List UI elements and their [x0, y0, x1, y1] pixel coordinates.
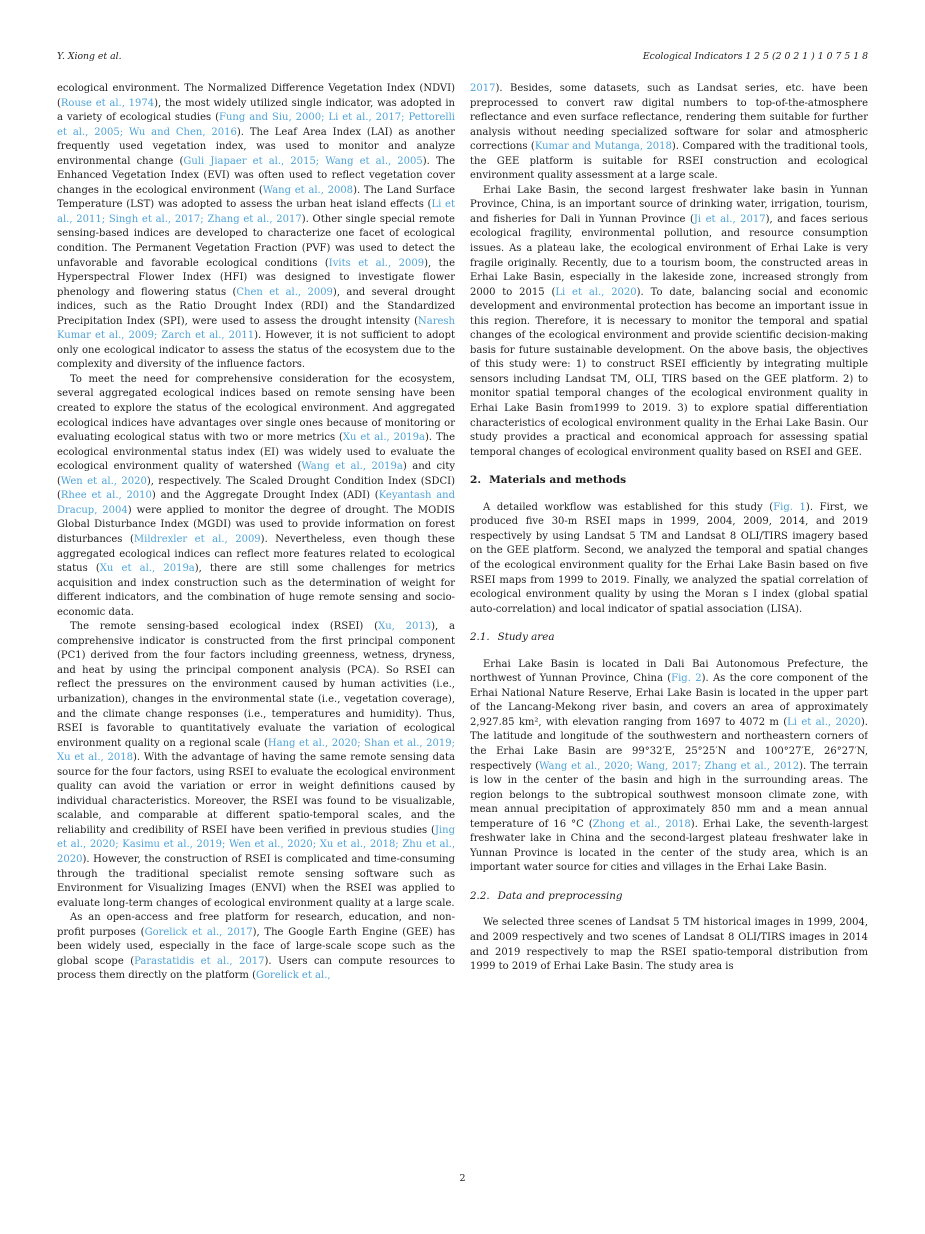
article-body — [57, 82, 868, 1164]
citation-link[interactable]: Mildrexler et al., 2009 — [133, 533, 261, 545]
citation-link[interactable]: Gorelick et al., — [255, 970, 331, 982]
citation-link[interactable]: Xu et al., 2019a — [99, 563, 195, 575]
paragraph: To meet the need for comprehensive consideration for the ecosystem, several aggregated ecological indices based on remote sensing have been created to explore the status of the ecological environment. And aggregated ecological indices have advantages over single ones because of monitoring or evaluating ecological status with two or more metrics (Xu et al., 2019a). The ecological environmental status index (EI) was widely used to evaluate the ecological environment quality of watershed (Wang et al., 2019a) and city (Wen et al., 2020), respectively. The Scaled Drought Condition Index (SDCI) (Rhee et al., 2010) and the Aggregate Drought Index (ADI) (Keyantash and Dracup, 2004) were applied to monitor the degree of drought. The MODIS Global Disturbance Index (MGDI) was used to provide information on forest disturbances (Mildrexler et al., 2009). Nevertheless, even though these aggregated ecological indices can reflect more features related to ecological status (Xu et al., 2019a), there are still some challenges for metrics acquisition and index construction such as the determination of weight for different indicators, and the combination of huge remote sensing and socio-economic data. — [57, 373, 455, 618]
journal-citation: Ecological Indicators 1 2 5 (2 0 2 1 ) 1 0 7 5 1 8 — [642, 51, 868, 62]
section-heading: 2. Materials and methods — [470, 474, 627, 487]
citation-link[interactable]: Fig. 2 — [671, 673, 702, 685]
right-column — [470, 82, 868, 1164]
left-column — [57, 82, 455, 1164]
citation-link[interactable]: Keyantash and Dracup, 2004 — [57, 490, 455, 516]
citation-link[interactable]: Li et al., 2020 — [555, 286, 637, 298]
citation-link[interactable]: Ivits et al., 2009 — [328, 257, 425, 269]
citation-link[interactable]: Naresh Kumar et al., 2009; Zarch et al., 2011 — [57, 315, 455, 342]
paragraph: ecological environment. The Normalized Difference Vegetation Index (NDVI) (Rouse et al., 1974), the most widely utilized single indicator, was adopted in a variety of ecological studies (Fung and Siu, 2000; Li et al., 2017; Pettorelli et al., 2005; Wu and Chen, 2016). The Leaf Area Index (LAI) as another frequently used vegetation index, was used to monitor and analyze environmental change (Guli Jiapaer et al., 2015; Wang et al., 2005). The Enhanced Vegetation Index (EVI) was often used to reflect vegetation cover changes in the ecological environment (Wang et al., 2008). The Land Surface Temperature (LST) was adopted to assess the urban heat island effects (Li et al., 2011; Singh et al., 2017; Zhang et al., 2017). Other single special remote sensing-based indices are developed to characterize one facet of ecological condition. The Permanent Vegetation Fraction (PVF) was used to detect the unfavorable and favorable ecological conditions (Ivits et al., 2009), the Hyperspectral Flower Index (HFI) was designed to investigate flower phenology and flowering status (Chen et al., 2009), and several drought indices, such as the Ratio Drought Index (RDI) and the Standardized Precipitation Index (SPI), were used to assess the drought intensity (Naresh Kumar et al., 2009; Zarch et al., 2011). However, it is not sufficient to adopt only one ecological indicator to assess the status of the ecosystem due to the complexity and diversity of the influence factors. — [57, 83, 455, 371]
running-header — [57, 51, 868, 62]
subsection-heading: 2.2. Data and preprocessing — [470, 889, 623, 902]
running-author: Y. Xiong et al. — [57, 51, 122, 62]
paragraph: As an open-access and free platform for research, education, and non-profit purposes (Gorelick et al., 2017), The Google Earth Engine (GEE) has been widely used, especially in the face of large-scale scope such as the global scope (Parastatidis et al., 2017). Users can compute resources to process them directly on the platform (Gorelick et al., — [57, 912, 455, 982]
citation-link[interactable]: Wen et al., 2020 — [60, 475, 147, 487]
citation-link[interactable]: Xu, 2013 — [378, 621, 432, 633]
citation-link[interactable]: Guli Jiapaer et al., 2015; Wang et al., 2005 — [183, 155, 423, 167]
citation-link[interactable]: Wang et al., 2020; Wang, 2017; Zhang et al., 2012 — [539, 760, 800, 772]
section-number: 2.1. — [470, 631, 490, 644]
citation-link[interactable]: Kumar and Mutanga, 2018 — [534, 141, 672, 153]
citation-link[interactable]: Hang et al., 2020; Shan et al., 2019; Xu et al., 2018 — [57, 737, 455, 764]
paragraph: Erhai Lake Basin is located in Dali Bai Autonomous Prefecture, the northwest of Yunnan Province, China (Fig. 2). As the core component of the Erhai National Nature Reserve, Erhai Lake Basin is located in the upper part of the Lancang-Mekong river basin, and covers an area of approximately 2,927.85 km², with elevation ranging from 1697 to 4072 m (Li et al., 2020). The latitude and longitude of the southwestern and northeastern corners of the Erhai Lake Basin are 99°32′E, 25°25′N and 100°27′E, 26°27′N, respectively (Wang et al., 2020; Wang, 2017; Zhang et al., 2012). The terrain is low in the center of the basin and high in the surrounding areas. The region belongs to the subtropical southwest monsoon climate zone, with mean annual precipitation of approximately 850 mm and a mean annual temperature of 16 °C (Zhong et al., 2018). Erhai Lake, the seventh-largest freshwater lake in China and the second-largest plateau freshwater lake in Yunnan Province is located in the center of the study area, which is an important water source for cities and villages in the Erhai Lake Basin. — [470, 658, 868, 874]
subsection-heading: 2.1. Study area — [470, 631, 555, 644]
citation-link[interactable]: Gorelick et al., 2017 — [144, 926, 253, 938]
paragraph: 2017). Besides, some datasets, such as Landsat series, etc. have been preprocessed to convert raw digital numbers to top-of-the-atmosphere reflectance and even surface reflectance, rendering them suitable for further analysis without needing specialized software for solar and atmospheric corrections (Kumar and Mutanga, 2018). Compared with the traditional tools, the GEE platform is suitable for RSEI construction and ecological environment quality assessment at a large scale. — [470, 83, 868, 182]
citation-link[interactable]: Rhee et al., 2010 — [60, 490, 152, 502]
citation-link[interactable]: Xu et al., 2019a — [342, 432, 425, 444]
citation-link[interactable]: Wang et al., 2019a — [301, 461, 403, 473]
paragraph: A detailed workflow was established for this study (Fig. 1). First, we produced five 30-m RSEI maps in 1999, 2004, 2009, 2014, and 2019 respectively by using Landsat 5 TM and Landsat 8 OLI/TIRS imagery based on the GEE platform. Second, we analyzed the temporal and spatial changes of the ecological environment quality for the Erhai Lake Basin based on five RSEI maps from 1999 to 2019. Finally, we analyzed the spatial correlation of ecological environment quality by using the Moran s I index (global spatial auto-correlation) and local indicator of spatial association (LISA). — [470, 501, 868, 615]
citation-link[interactable]: Wang et al., 2008 — [262, 184, 354, 196]
citation-link[interactable]: Li et al., 2020 — [787, 716, 861, 728]
paragraph: The remote sensing-based ecological index (RSEI) (Xu, 2013), a comprehensive indicator is constructed from the first principal component (PC1) derived from the four factors including greenness, wetness, dryness, and heat by using the principal component analysis (PCA). So RSEI can reflect the pressures on the environment caused by human activities (i.e., urbanization), changes in the environmental state (i.e., vegetation coverage), and the climate change responses (i.e., temperatures and humidity). Thus, RSEI is favorable to quantitatively evaluate the variation of ecological environment quality on a regional scale (Hang et al., 2020; Shan et al., 2019; Xu et al., 2018). With the advantage of having the same remote sensing data source for the four factors, using RSEI to evaluate the ecological environment quality can avoid the variation or error in weight definitions caused by individual characteristics. Moreover, the RSEI was found to be visualizable, scalable, and comparable at different spatio-temporal scales, and the reliability and credibility of RSEI have been verified in previous studies (Jing et al., 2020; Kasimu et al., 2019; Wen et al., 2020; Xu et al., 2018; Zhu et al., 2020). However, the construction of RSEI is complicated and time-consuming through the traditional specialist remote sensing software such as Environment for Visualizing Images (ENVI) when the RSEI was applied to evaluate long-term changes of ecological environment quality at a large scale. — [57, 621, 455, 909]
citation-link[interactable]: Zhong et al., 2018 — [592, 818, 691, 830]
citation-link[interactable]: Fig. 1 — [773, 501, 806, 513]
citation-link[interactable]: 2017 — [470, 83, 496, 94]
page-number: 2 — [459, 1173, 466, 1184]
citation-link[interactable]: Li et al., 2011; Singh et al., 2017; Zhang et al., 2017 — [57, 199, 455, 225]
paragraph: We selected three scenes of Landsat 5 TM historical images in 1999, 2004, and 2009 respectively and two scenes of Landsat 8 OLI/TIRS images in 2014 and 2019 respectively to map the RSEI spatio-temporal distribution from 1999 to 2019 of Erhai Lake Basin. The study area is — [470, 917, 868, 973]
citation-link[interactable]: Parastatidis et al., 2017 — [134, 955, 265, 967]
citation-link[interactable]: Ji et al., 2017 — [693, 213, 766, 225]
citation-link[interactable]: Chen et al., 2009 — [236, 286, 333, 298]
citation-link[interactable]: Jing et al., 2020; Kasimu et al., 2019; Wen et al., 2020; Xu et al., 2018; Zhu et al., 2020 — [57, 824, 455, 865]
section-number: 2.2. — [470, 889, 490, 902]
citation-link[interactable]: Fung and Siu, 2000; Li et al., 2017; Pettorelli et al., 2005; Wu and Chen, 2016 — [57, 112, 455, 138]
citation-link[interactable]: Rouse et al., 1974 — [60, 97, 155, 109]
page-footer — [0, 1173, 925, 1184]
paragraph: Erhai Lake Basin, the second largest freshwater lake basin in Yunnan Province, China, is an important source of drinking water, irrigation, tourism, and fisheries for Dali in Yunnan Province (Ji et al., 2017), and faces serious ecological fragility, environmental pollution, and resource consumption issues. As a plateau lake, the ecological environment of Erhai Lake is very fragile originally. Recently, due to a tourism boom, the constructed areas in Erhai Lake Basin, especially in the lakeside zone, increased strongly from 2000 to 2015 (Li et al., 2020). To date, balancing social and economic development and environmental protection has become an important issue in this region. Therefore, it is necessary to monitor the temporal and spatial changes of the ecological environment and provide scientific decision-making basis for future sustainable development. On the above basis, the objectives of this study were: 1) to construct RSEI efficiently by integrating multiple sensors including Landsat TM, OLI, TIRS based on the GEE platform. 2) to monitor spatial temporal changes of the ecological environment quality in Erhai Lake Basin from1999 to 2019. 3) to explore spatial differentiation characteristics of ecological environment quality in the Erhai Lake Basin. Our study provides a practical and economical approach for assessing spatial temporal changes of ecological environment quality based on RSEI and GEE. — [470, 184, 868, 458]
section-number: 2. — [470, 474, 482, 487]
